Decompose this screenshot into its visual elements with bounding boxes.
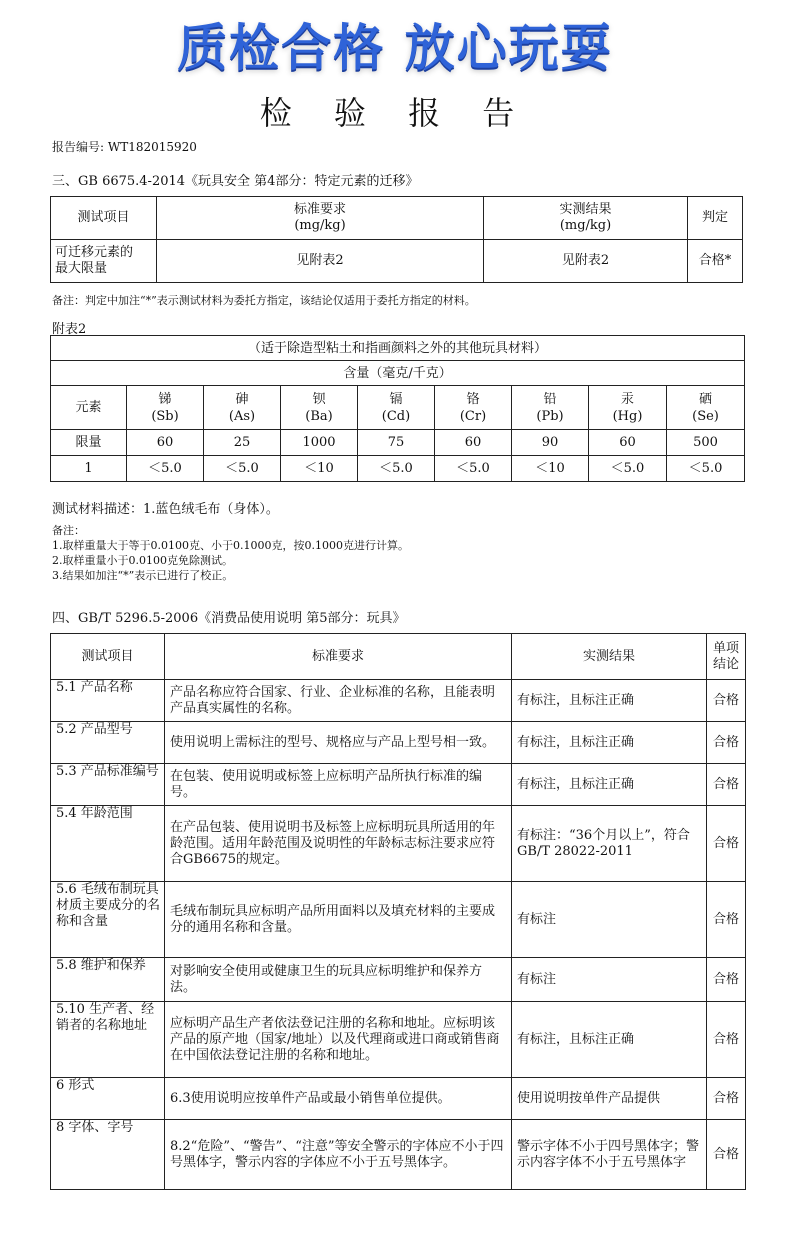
note-item: 3.结果如加注“*”表示已进行了校正。 bbox=[52, 569, 234, 582]
result-cell: ＜5.0 bbox=[589, 456, 667, 482]
material-description: 测试材料描述：1.蓝色绒毛布（身体）。 bbox=[52, 502, 279, 517]
test-item-cell: 5.8 维护和保养 bbox=[51, 958, 165, 1002]
table-row bbox=[51, 1002, 746, 1078]
limit-cell: 90 bbox=[512, 430, 589, 456]
header-result: 实测结果 (mg/kg) bbox=[484, 197, 688, 240]
section3-heading: 三、GB 6675.4-2014《玩具安全 第4部分：特定元素的迁移》 bbox=[52, 174, 419, 189]
result-cell: 警示字体不小于四号黑体字；警示内容字体不小于五号黑体字 bbox=[512, 1120, 707, 1190]
result-cell: 有标注 bbox=[512, 882, 707, 958]
test-item-cell: 8 字体、字号 bbox=[51, 1120, 165, 1190]
requirement-cell: 应标明产品生产者依法登记注册的名称和地址。应标明该产品的原产地（国家/地址）以及代理商或进口商或销售商在中国依法登记注册的名称和地址。 bbox=[165, 1002, 512, 1078]
section3-note: 备注：判定中加注“*”表示测试材料为委托方指定，该结论仅适用于委托方指定的材料。 bbox=[52, 294, 476, 307]
requirement-cell: 在包装、使用说明或标签上应标明产品所执行标准的编号。 bbox=[165, 764, 512, 806]
table-row bbox=[51, 1078, 746, 1120]
notes-label: 备注： bbox=[52, 524, 85, 537]
limit-label: 限量 bbox=[51, 430, 127, 456]
table-row bbox=[51, 958, 746, 1002]
report-title: 检 验 报 告 bbox=[259, 94, 531, 132]
header-requirement: 标准要求 bbox=[165, 634, 512, 680]
test-item-cell: 5.2 产品型号 bbox=[51, 722, 165, 764]
verdict-cell: 合格 bbox=[707, 680, 746, 722]
table-row bbox=[51, 722, 746, 764]
header-test-item: 测试项目 bbox=[51, 197, 157, 240]
test-item-cell: 5.4 年龄范围 bbox=[51, 806, 165, 882]
table-row bbox=[51, 764, 746, 806]
limit-cell: 1000 bbox=[281, 430, 358, 456]
scope-row: （适于除造型粘土和指画颜料之外的其他玩具材料） bbox=[51, 336, 745, 361]
requirement-cell: 8.2“危险”、“警告”、“注意”等安全警示的字体应不小于四号黑体字，警示内容的字体应不小于五号黑体字。 bbox=[165, 1120, 512, 1190]
limit-cell: 75 bbox=[358, 430, 435, 456]
result-cell: ＜10 bbox=[512, 456, 589, 482]
result-cell: 有标注，且标注正确 bbox=[512, 680, 707, 722]
migration-test-table bbox=[50, 196, 743, 283]
element-header-cell: 钡 (Ba) bbox=[281, 386, 358, 430]
result-cell: ＜5.0 bbox=[667, 456, 745, 482]
header-test-item: 测试项目 bbox=[51, 634, 165, 680]
header-verdict: 单项 结论 bbox=[707, 634, 746, 680]
result-cell: ＜5.0 bbox=[435, 456, 512, 482]
verdict-cell: 合格 bbox=[707, 806, 746, 882]
element-header-cell: 砷 (As) bbox=[204, 386, 281, 430]
element-header-cell: 铅 (Pb) bbox=[512, 386, 589, 430]
requirement-cell: 产品名称应符合国家、行业、企业标准的名称，且能表明产品真实属性的名称。 bbox=[165, 680, 512, 722]
limit-cell: 60 bbox=[435, 430, 512, 456]
verdict-cell: 合格 bbox=[707, 722, 746, 764]
verdict-cell: 合格* bbox=[688, 240, 743, 283]
test-item-cell: 5.10 生产者、经销者的名称地址 bbox=[51, 1002, 165, 1078]
banner-slogan: 质检合格 放心玩耍 bbox=[177, 19, 613, 77]
limit-cell: 500 bbox=[667, 430, 745, 456]
limit-cell: 25 bbox=[204, 430, 281, 456]
verdict-cell: 合格 bbox=[707, 958, 746, 1002]
header-result: 实测结果 bbox=[512, 634, 707, 680]
note-item: 2.取样重量小于0.0100克免除测试。 bbox=[52, 554, 233, 567]
verdict-cell: 合格 bbox=[707, 1002, 746, 1078]
limit-cell: 60 bbox=[127, 430, 204, 456]
verdict-cell: 合格 bbox=[707, 1120, 746, 1190]
report-number: 报告编号: WT182015920 bbox=[52, 140, 197, 154]
result-cell: 有标注，且标注正确 bbox=[512, 722, 707, 764]
sample-number: 1 bbox=[51, 456, 127, 482]
requirement-cell: 6.3使用说明应按单件产品或最小销售单位提供。 bbox=[165, 1078, 512, 1120]
test-item-cell: 可迁移元素的 最大限量 bbox=[51, 240, 157, 283]
table-row bbox=[51, 882, 746, 958]
element-header-cell: 硒 (Se) bbox=[667, 386, 745, 430]
requirement-cell: 使用说明上需标注的型号、规格应与产品上型号相一致。 bbox=[165, 722, 512, 764]
table-row bbox=[51, 806, 746, 882]
result-cell: 见附表2 bbox=[484, 240, 688, 283]
element-header-cell: 铬 (Cr) bbox=[435, 386, 512, 430]
section4-heading: 四、GB/T 5296.5-2006《消费品使用说明 第5部分：玩具》 bbox=[52, 611, 406, 626]
result-cell: 使用说明按单件产品提供 bbox=[512, 1078, 707, 1120]
result-cell: ＜5.0 bbox=[127, 456, 204, 482]
test-item-cell: 5.3 产品标准编号 bbox=[51, 764, 165, 806]
element-label: 元素 bbox=[51, 386, 127, 430]
result-cell: 有标注 bbox=[512, 958, 707, 1002]
result-cell: ＜5.0 bbox=[358, 456, 435, 482]
result-cell: 有标注，且标注正确 bbox=[512, 764, 707, 806]
verdict-cell: 合格 bbox=[707, 764, 746, 806]
element-header-cell: 锑 (Sb) bbox=[127, 386, 204, 430]
requirement-cell: 对影响安全使用或健康卫生的玩具应标明维护和保养方法。 bbox=[165, 958, 512, 1002]
table-row bbox=[51, 1120, 746, 1190]
test-item-cell: 5.1 产品名称 bbox=[51, 680, 165, 722]
result-cell: 有标注，且标注正确 bbox=[512, 1002, 707, 1078]
appendix-notes bbox=[52, 523, 409, 583]
element-header-cell: 汞 (Hg) bbox=[589, 386, 667, 430]
verdict-cell: 合格 bbox=[707, 1078, 746, 1120]
instruction-test-table bbox=[50, 633, 746, 1190]
note-item: 1.取样重量大于等于0.0100克、小于0.1000克，按0.1000克进行计算。 bbox=[52, 539, 409, 552]
result-cell: 有标注：“36个月以上”，符合GB/T 28022-2011 bbox=[512, 806, 707, 882]
verdict-cell: 合格 bbox=[707, 882, 746, 958]
result-cell: ＜10 bbox=[281, 456, 358, 482]
table-header-row bbox=[51, 197, 743, 240]
requirement-cell: 毛绒布制玩具应标明产品所用面料以及填充材料的主要成分的通用名称和含量。 bbox=[165, 882, 512, 958]
table-row bbox=[51, 680, 746, 722]
header-verdict: 判定 bbox=[688, 197, 743, 240]
test-item-cell: 5.6 毛绒布制玩具材质主要成分的名称和含量 bbox=[51, 882, 165, 958]
element-limits-table bbox=[50, 335, 745, 482]
promo-banner bbox=[0, 0, 790, 80]
table-header-row bbox=[51, 634, 746, 680]
limit-cell: 60 bbox=[589, 430, 667, 456]
result-cell: ＜5.0 bbox=[204, 456, 281, 482]
appendix-label: 附表2 bbox=[52, 322, 87, 337]
requirement-cell: 见附表2 bbox=[157, 240, 484, 283]
requirement-cell: 在产品包装、使用说明书及标签上应标明玩具所适用的年龄范围。适用年龄范围及说明性的年龄标志标注要求应符合GB6675的规定。 bbox=[165, 806, 512, 882]
unit-row: 含量（毫克/千克） bbox=[51, 361, 745, 386]
element-header-cell: 镉 (Cd) bbox=[358, 386, 435, 430]
test-item-cell: 6 形式 bbox=[51, 1078, 165, 1120]
header-requirement: 标准要求 (mg/kg) bbox=[157, 197, 484, 240]
table-row bbox=[51, 240, 743, 283]
